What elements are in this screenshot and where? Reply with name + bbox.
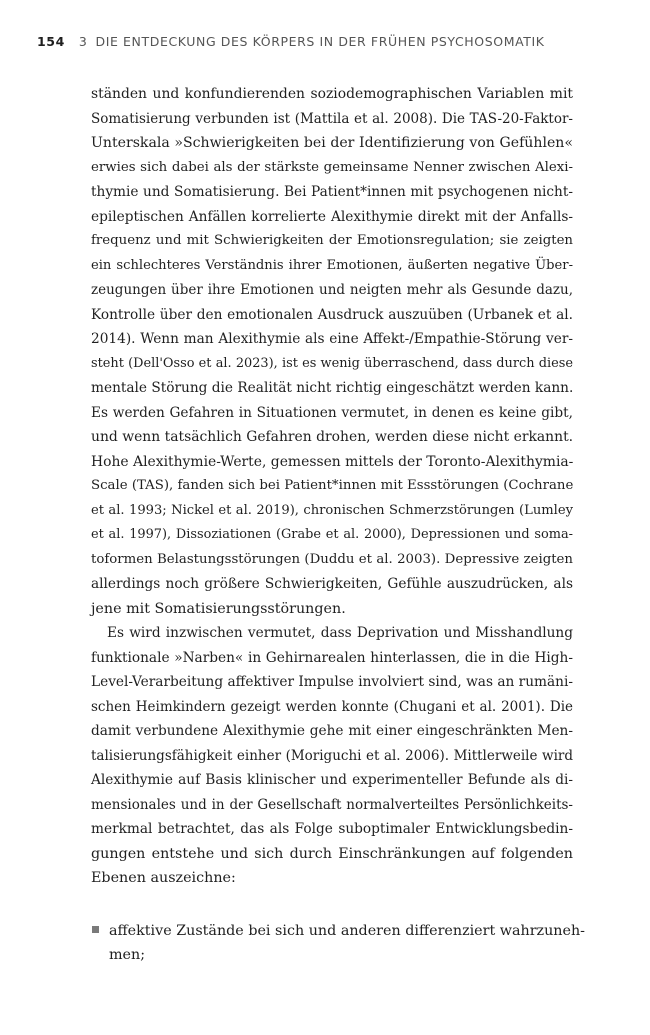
running-head [37,34,610,49]
text-line: funktionale »Narben« in Gehirnarealen hinterlassen, die in die High- [91,649,573,666]
text-line: frequenz und mit Schwierigkeiten der Emotionsregulation; sie zeigten [91,233,573,248]
text-line: toformen Belastungsstörungen (Duddu et al. 2003). Depressive zeigten [91,551,573,567]
text-line: merkmal betrachtet, das als Folge suboptimaler Entwicklungsbedin- [91,821,573,837]
text-line: steht (Dell'Osso et al. 2023), ist es wenig überraschend, dass durch diese [91,355,573,371]
list-item [91,919,586,968]
paragraph-1 [91,82,573,621]
text-line: Level-Verarbeitung affektiver Impulse involviert sind, was an rumäni- [91,674,573,690]
text-line: jene mit Somatisierungsstörungen. [91,600,346,617]
text-line: erwies sich dabei als der stärkste gemeinsame Nenner zwischen Alexi- [91,159,573,175]
text-line: talisierungsfähigkeit einher (Moriguchi et al. 2006). Mittlerweile wird [91,747,573,764]
text-line: affektive Zustände bei sich und anderen differenziert wahrzuneh- [109,922,586,939]
text-line: Scale (TAS), fanden sich bei Patient*innen mit Essstörungen (Cochrane [91,478,574,493]
text-line: et al. 1993; Nickel et al. 2019), chronischen Schmerzstörungen (Lumley [91,502,573,518]
square-bullet-icon [92,926,99,933]
text-line: Alexithymie auf Basis klinischer und experimenteller Befunde als di- [91,772,573,788]
text-line: ständen und konfundierenden soziodemographischen Variablen mit [91,86,573,102]
text-line: Unterskala »Schwierigkeiten bei der Identifizierung von Gefühlen« [91,135,573,151]
page-number: 154 [37,34,65,49]
text-line: zeugungen über ihre Emotionen und neigten mehr als Gesunde dazu, [91,282,573,298]
text-line: und wenn tatsächlich Gefahren drohen, werden diese nicht erkannt. [91,429,574,445]
text-line: Hohe Alexithymie-Werte, gemessen mittels der Toronto-Alexithymia- [91,453,574,470]
text-line: schen Heimkindern gezeigt werden konnte (Chugani et al. 2001). Die [91,698,573,715]
text-line: damit verbundene Alexithymie gehe mit einer eingeschränkten Men- [91,723,573,739]
text-line: Es wird inzwischen vermutet, dass Deprivation und Misshandlung [107,625,573,641]
text-line: Kontrolle über den emotionalen Ausdruck auszuüben (Urbanek et al. [91,306,573,323]
body-text [91,82,586,968]
list-spacer [91,891,573,919]
paragraph-2 [91,621,573,891]
chapter-title: DIE ENTDECKUNG DES KÖRPERS IN DER FRÜHEN PSYCHOSOMATIK [95,34,545,49]
text-line: Es werden Gefahren in Situationen vermutet, in denen es keine gibt, [91,404,573,421]
text-line: mentale Störung die Realität nicht richtig eingeschätzt werden kann. [91,380,574,396]
text-line: thymie und Somatisierung. Bei Patient*innen mit psychogenen nicht- [91,184,573,200]
text-line: 2014). Wenn man Alexithymie als eine Affekt-/Empathie-Störung ver- [91,331,573,347]
text-line: gungen entstehe und sich durch Einschränkungen auf folgenden [91,845,573,862]
text-line: mensionales und in der Gesellschaft normalverteiltes Persönlichkeits- [91,796,573,813]
text-line: men; [109,947,146,963]
text-line: ein schlechteres Verständnis ihrer Emotionen, äußerten negative Über- [91,257,573,273]
text-line: Somatisierung verbunden ist (Mattila et al. 2008). Die TAS-20-Faktor- [91,110,573,127]
text-line: allerdings noch größere Schwierigkeiten, Gefühle auszudrücken, als [91,576,573,592]
text-line: epileptischen Anfällen korrelierte Alexithymie direkt mit der Anfalls- [91,208,573,225]
chapter-number: 3 [78,34,88,49]
text-line: et al. 1997), Dissoziationen (Grabe et al. 2000), Depressionen und soma- [91,527,573,542]
text-line: Ebenen auszeichne: [91,870,236,886]
